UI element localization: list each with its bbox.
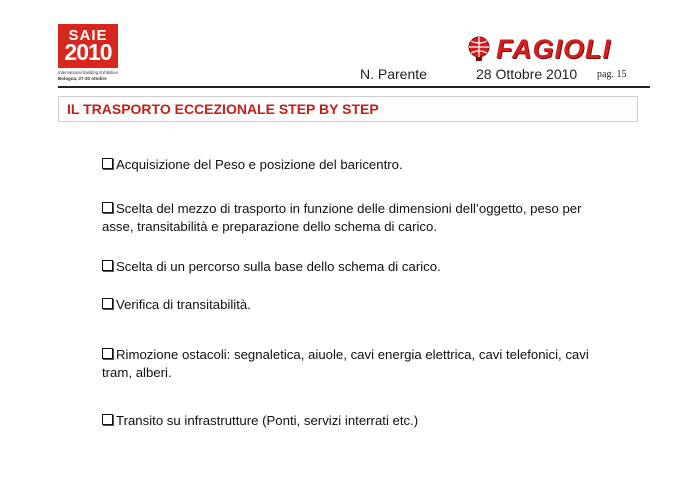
- checkbox-bullet-icon: [102, 298, 113, 309]
- header-author: N. Parente: [360, 66, 427, 82]
- saie-logo-word: SAIE: [68, 27, 108, 44]
- header-date: 28 Ottobre 2010: [476, 66, 578, 82]
- bullet-text: Scelta di un percorso sulla base dello schema di carico.: [116, 259, 441, 274]
- fagioli-logo: [466, 34, 642, 64]
- globe-icon: [466, 35, 492, 63]
- checkbox-bullet-icon: [102, 158, 113, 169]
- saie-logo-subtitle: International Building Exhibition: [58, 70, 118, 75]
- bullet-item: [102, 200, 602, 236]
- bullet-item: [102, 346, 602, 382]
- saie-2010-logo: [58, 24, 118, 82]
- fagioli-logo-text: FAGIOLI: [496, 34, 611, 64]
- bullet-item: [102, 412, 602, 430]
- saie-logo-box: [58, 24, 118, 68]
- header-page-number: pag. 15: [597, 69, 627, 80]
- checkbox-bullet-icon: [102, 202, 113, 213]
- checkbox-bullet-icon: [102, 348, 113, 359]
- bullet-item: [102, 296, 602, 314]
- checkbox-bullet-icon: [102, 260, 113, 271]
- bullet-item: [102, 156, 602, 174]
- slide-title: IL TRASPORTO ECCEZIONALE STEP BY STEP: [67, 101, 379, 117]
- bullet-text: Rimozione ostacoli: segnaletica, aiuole, cavi energia elettrica, cavi telefonici, cavi tram, alberi.: [102, 347, 589, 380]
- saie-logo-year: 2010: [64, 39, 112, 65]
- slide-title-box: [58, 96, 638, 122]
- bullet-item: [102, 258, 602, 276]
- saie-logo-location: Bologna, 27-30 ottobre: [58, 76, 107, 81]
- bullet-text: Scelta del mezzo di trasporto in funzione delle dimensioni dell’oggetto, peso per asse, transitabilità e preparazione dello schema di carico.: [102, 201, 582, 234]
- bullet-text: Acquisizione del Peso e posizione del baricentro.: [116, 157, 403, 172]
- header-divider: [58, 86, 650, 88]
- bullet-text: Verifica di transitabilità.: [116, 297, 251, 312]
- bullet-text: Transito su infrastrutture (Ponti, servizi interrati etc.): [116, 413, 419, 428]
- checkbox-bullet-icon: [102, 414, 113, 425]
